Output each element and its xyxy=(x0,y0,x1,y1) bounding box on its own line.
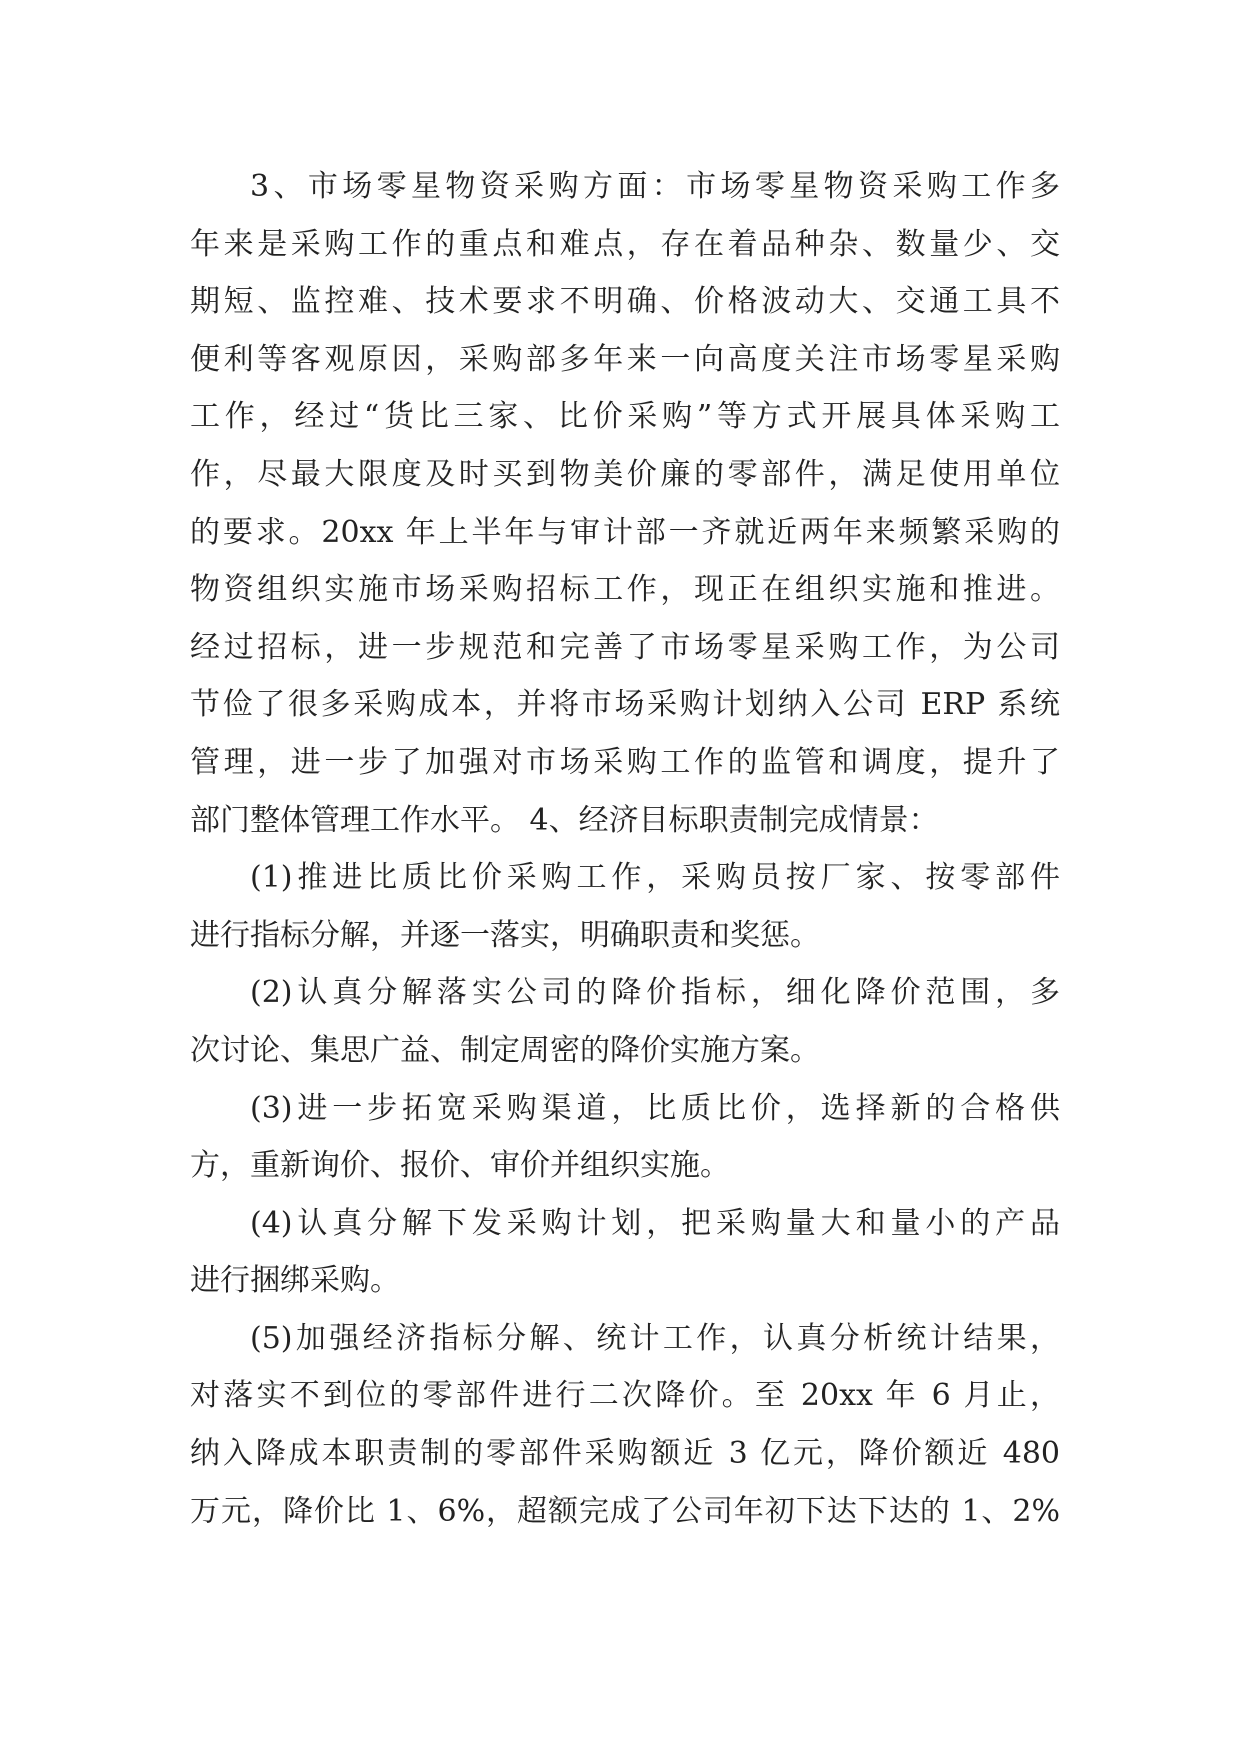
text-line: 经过招标，进一步规范和完善了市场零星采购工作，为公司 xyxy=(190,629,1060,665)
text-line: (2)认真分解落实公司的降价指标，细化降价范围，多 xyxy=(250,975,1060,1011)
text-line: 3、市场零星物资采购方面：市场零星物资采购工作多 xyxy=(250,169,1060,204)
text-line: 对落实不到位的零部件进行二次降价。至 20xx 年 6 月止， xyxy=(190,1378,1060,1414)
text-line: 方，重新询价、报价、审价并组织实施。 xyxy=(190,1148,730,1184)
text-line: 进行捆绑采购。 xyxy=(190,1263,400,1299)
text-line: 期短、监控难、技术要求不明确、价格波动大、交通工具不 xyxy=(190,284,1060,320)
text-line: 次讨论、集思广益、制定周密的降价实施方案。 xyxy=(190,1032,820,1068)
text-line: 万元，降价比 1、6%，超额完成了公司年初下达下达的 1、2% xyxy=(190,1493,1060,1529)
text-line: (4)认真分解下发采购计划，把采购量大和量小的产品 xyxy=(250,1205,1060,1241)
text-line: (1)推进比质比价采购工作，采购员按厂家、按零部件 xyxy=(250,860,1060,896)
text-line: 物资组织实施市场采购招标工作，现正在组织实施和推进。 xyxy=(190,572,1060,608)
text-line: 年来是采购工作的重点和难点，存在着品种杂、数量少、交 xyxy=(190,226,1060,262)
text-line: 工作，经过“货比三家、比价采购”等方式开展具体采购工 xyxy=(190,399,1060,435)
body-text xyxy=(190,158,1060,1540)
text-line: 作，尽最大限度及时买到物美价廉的零部件，满足使用单位 xyxy=(190,456,1060,492)
text-line: 的要求。20xx 年上半年与审计部一齐就近两年来频繁采购的 xyxy=(190,514,1060,550)
text-line: 纳入降成本职责制的零部件采购额近 3 亿元，降价额近 480 xyxy=(190,1436,1060,1472)
text-line: 节俭了很多采购成本，并将市场采购计划纳入公司 ERP 系统 xyxy=(190,687,1060,723)
text-line: 便利等客观原因，采购部多年来一向高度关注市场零星采购 xyxy=(190,341,1060,377)
text-line: 进行指标分解，并逐一落实，明确职责和奖惩。 xyxy=(190,917,820,953)
text-line: (3)进一步拓宽采购渠道，比质比价，选择新的合格供 xyxy=(250,1090,1060,1126)
text-line: 管理，进一步了加强对市场采购工作的监管和调度，提升了 xyxy=(190,744,1060,780)
text-line: 部门整体管理工作水平。 4、经济目标职责制完成情景： xyxy=(190,802,939,838)
text-line: (5)加强经济指标分解、统计工作，认真分析统计结果， xyxy=(250,1320,1060,1356)
